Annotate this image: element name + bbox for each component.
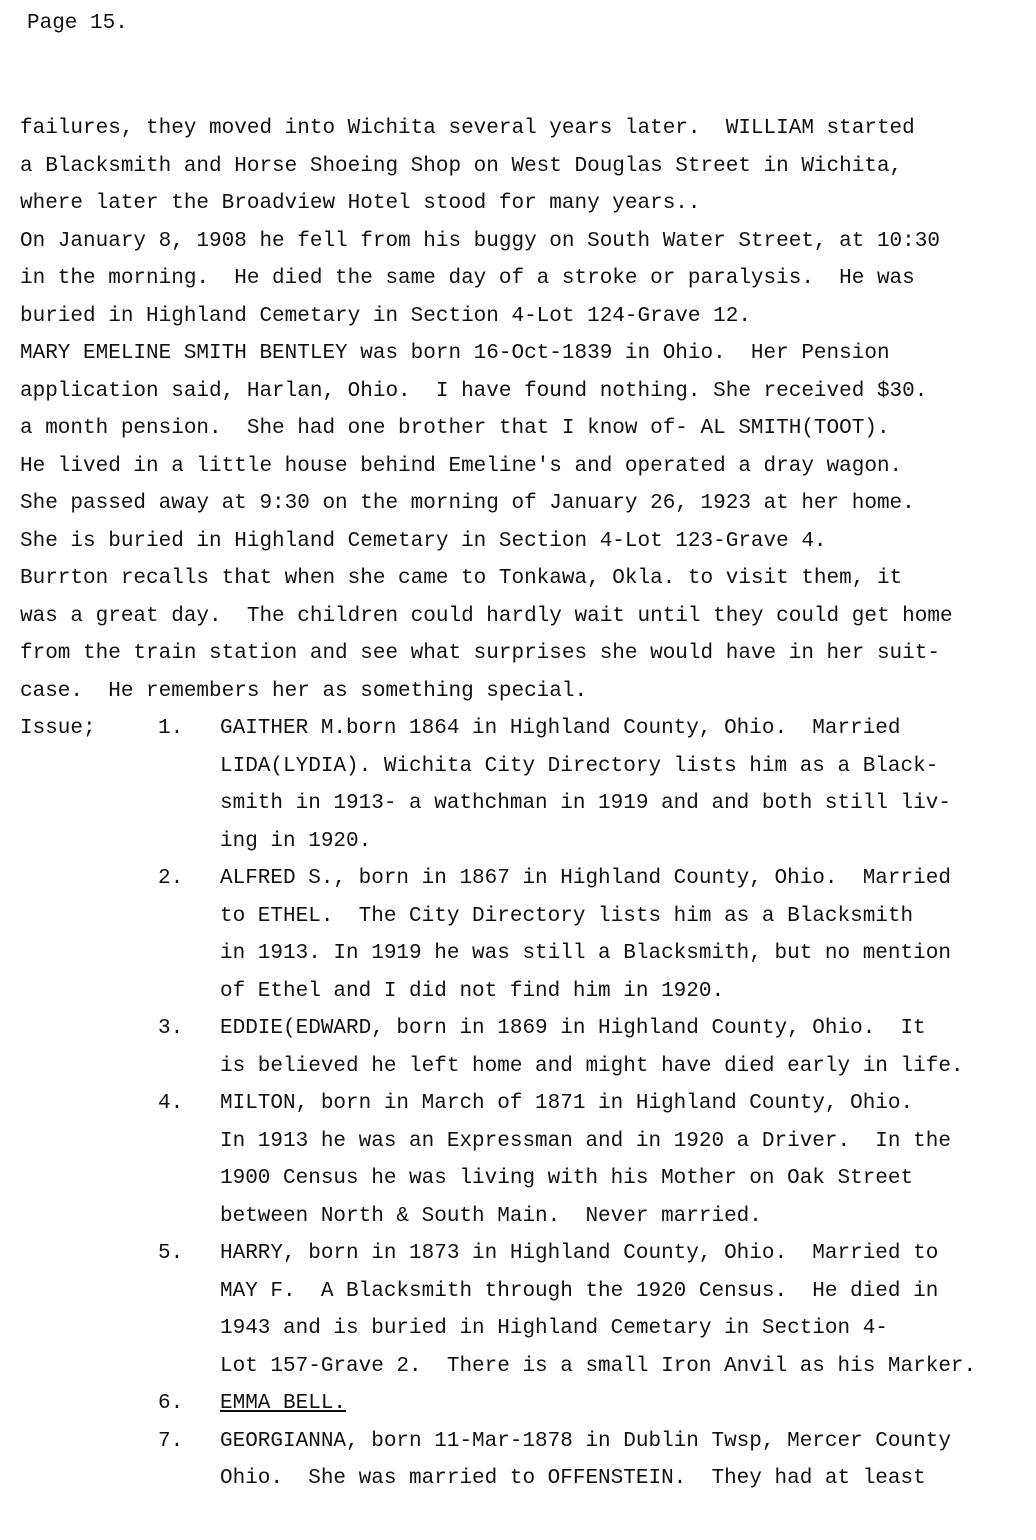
issue-item-text: between North & South Main. Never married. [220, 1204, 762, 1228]
issue-item-text: of Ethel and I did not find him in 1920. [220, 979, 725, 1003]
issue-label: Issue; [20, 717, 96, 740]
issue-item-text: smith in 1913- a wathchman in 1919 and and both still liv- [220, 792, 951, 815]
issue-item-number: 6. [158, 1392, 184, 1415]
issue-item-text: to ETHEL. The City Directory lists him as a Blacksmith [220, 904, 914, 928]
issue-item-text: Lot 157-Grave 2. There is a small Iron Anvil as his Marker. [220, 1354, 977, 1378]
issue-item-line [20, 1123, 1010, 1161]
issue-item-text: EDDIE(EDWARD, born in 1869 in Highland County, Ohio. It [220, 1017, 926, 1040]
text-line: in the morning. He died the same day of a stroke or paralysis. He was [20, 267, 915, 290]
issue-item-line [20, 1160, 1010, 1198]
issue-item-text: GEORGIANNA, born 11-Mar-1878 in Dublin Twsp, Mercer County [220, 1429, 951, 1453]
issue-item-line [20, 785, 1010, 823]
issue-item-line [20, 1085, 1010, 1123]
text-line: buried in Highland Cemetary in Section 4-Lot 124-Grave 12. [20, 304, 751, 328]
issue-item-line [20, 823, 1010, 861]
text-line: case. He remembers her as something special. [20, 679, 588, 703]
issue-item-text: HARRY, born in 1873 in Highland County, Ohio. Married to [220, 1242, 939, 1265]
text-line: She passed away at 9:30 on the morning of January 26, 1923 at her home. [20, 492, 915, 515]
issue-item-text: Ohio. She was married to OFFENSTEIN. They had at least [220, 1467, 926, 1490]
text-line: He lived in a little house behind Emeline's and operated a dray wagon. [20, 454, 903, 478]
text-line: where later the Broadview Hotel stood for many years.. [20, 192, 701, 215]
issue-item-line [20, 1423, 1010, 1461]
text-line: from the train station and see what surprises she would have in her suit- [20, 642, 940, 665]
text-line: Burrton recalls that when she came to Tonkawa, Okla. to visit them, it [20, 567, 903, 590]
issue-item-number: 3. [158, 1017, 184, 1040]
issue-item-line [20, 1460, 1010, 1498]
issue-item-text: 1900 Census he was living with his Mother on Oak Street [220, 1167, 914, 1190]
issue-item-text: ing in 1920. [220, 829, 372, 853]
text-line: On January 8, 1908 he fell from his buggy on South Water Street, at 10:30 [20, 229, 940, 253]
text-line: MARY EMELINE SMITH BENTLEY was born 16-Oct-1839 in Ohio. Her Pension [20, 342, 890, 365]
issue-item-text: MILTON, born in March of 1871 in Highland County, Ohio. [220, 1092, 914, 1115]
text-line: application said, Harlan, Ohio. I have found nothing. She received $30. [20, 379, 928, 403]
issue-item-text: EMMA BELL. [220, 1392, 347, 1415]
text-line: a month pension. She had one brother that I know of- AL SMITH(TOOT). [20, 417, 890, 440]
issue-item-line [20, 935, 1010, 973]
issue-item-text: is believed he left home and might have died early in life. [220, 1054, 964, 1078]
issue-item-number: 2. [158, 867, 184, 890]
issue-item-line [20, 898, 1010, 936]
issue-item-text: GAITHER M.born 1864 in Highland County, Ohio. Married [220, 717, 901, 740]
issue-item-line [20, 710, 1010, 748]
text-line: a Blacksmith and Horse Shoeing Shop on West Douglas Street in Wichita, [20, 154, 903, 178]
issue-list [20, 710, 1010, 1498]
issue-item-text: MAY F. A Blacksmith through the 1920 Census. He died in [220, 1279, 939, 1303]
issue-item-text: In 1913 he was an Expressman and in 1920 a Driver. In the [220, 1129, 951, 1153]
text-line: failures, they moved into Wichita several years later. WILLIAM started [20, 117, 915, 140]
page-number: Page 15. [27, 12, 128, 35]
document-body [20, 110, 1010, 1498]
issue-item-line [20, 860, 1010, 898]
issue-item-text: 1943 and is buried in Highland Cemetary in Section 4- [220, 1317, 888, 1340]
issue-item-line [20, 1348, 1010, 1386]
issue-item-number: 7. [158, 1429, 184, 1453]
issue-item-line [20, 1310, 1010, 1348]
issue-item-line [20, 1273, 1010, 1311]
issue-item-line [20, 1235, 1010, 1273]
issue-item-line [20, 748, 1010, 786]
issue-item-number: 5. [158, 1242, 184, 1265]
issue-item-line [20, 1385, 1010, 1423]
issue-item-line [20, 1198, 1010, 1236]
issue-item-line [20, 1048, 1010, 1086]
narrative-paragraph [20, 110, 1010, 710]
issue-item-text: ALFRED S., born in 1867 in Highland County, Ohio. Married [220, 867, 951, 890]
issue-item-line [20, 973, 1010, 1011]
issue-item-line [20, 1010, 1010, 1048]
text-line: She is buried in Highland Cemetary in Section 4-Lot 123-Grave 4. [20, 529, 827, 553]
text-line: was a great day. The children could hardly wait until they could get home [20, 604, 953, 628]
issue-item-number: 1. [158, 717, 184, 740]
issue-item-number: 4. [158, 1092, 184, 1115]
issue-item-text: LIDA(LYDIA). Wichita City Directory lists him as a Black- [220, 754, 939, 778]
issue-item-text: in 1913. In 1919 he was still a Blacksmith, but no mention [220, 942, 951, 965]
